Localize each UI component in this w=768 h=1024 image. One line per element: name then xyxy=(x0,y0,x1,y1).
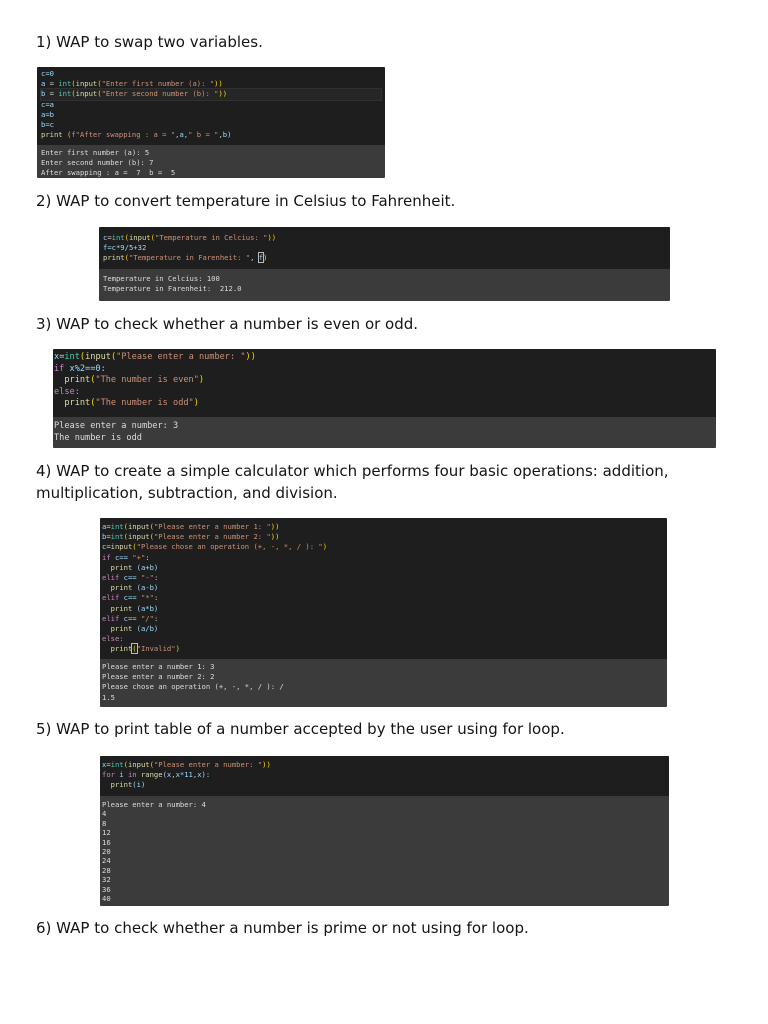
output-line: 28 xyxy=(102,865,111,875)
code-line: c=input("Please chose an operation (+, -, *, / ): ") xyxy=(102,542,328,552)
output-line: 8 xyxy=(102,818,107,828)
output-line: Temperature in Celcius: 100 xyxy=(103,274,220,283)
code-line: x=int(input("Please enter a number: ")) xyxy=(102,760,271,769)
output-line: 32 xyxy=(102,875,111,885)
output-console xyxy=(99,269,670,301)
code-line: print (a+b) xyxy=(102,562,159,572)
code-screenshot-table xyxy=(100,756,669,906)
code-line: print (a/b) xyxy=(102,623,159,633)
code-screenshot-temperature xyxy=(99,227,670,301)
output-console xyxy=(100,796,669,906)
output-line: 20 xyxy=(102,846,111,856)
code-line: print("Temperature in Farenheit: ", f) xyxy=(103,253,268,263)
output-line: 12 xyxy=(102,828,111,838)
code-editor xyxy=(99,227,670,269)
code-line: print (f"After swapping : a = ",a," b = ",b) xyxy=(41,130,232,140)
code-line: b=int(input("Please enter a number 2: ")) xyxy=(102,532,280,542)
code-line: b=c xyxy=(41,119,54,129)
code-line: b = int(input("Enter second number (b): ")) xyxy=(41,89,381,99)
output-line: 40 xyxy=(102,893,111,903)
code-screenshot-even-odd xyxy=(53,349,716,448)
output-line: 16 xyxy=(102,837,111,847)
code-editor xyxy=(53,349,716,417)
question-3-heading: 3) WAP to check whether a number is even or odd. xyxy=(36,315,419,333)
output-line: Please chose an operation (+, -, *, / ): / xyxy=(102,682,284,692)
code-line: if x%2==0: xyxy=(54,363,106,374)
output-line: Please enter a number 2: 2 xyxy=(102,672,215,682)
output-line: Please enter a number: 4 xyxy=(102,800,206,809)
output-line: 24 xyxy=(102,856,111,866)
code-line: if c== "+": xyxy=(102,552,150,562)
output-line: Please enter a number 1: 3 xyxy=(102,662,215,671)
code-line: print(i) xyxy=(102,780,146,790)
code-editor xyxy=(100,756,669,796)
code-line: f=c*9/5+32 xyxy=(103,243,147,253)
output-line: Enter first number (a): 5 xyxy=(41,148,150,157)
code-line: a=int(input("Please enter a number 1: ")) xyxy=(102,522,280,531)
output-line: Temperature in Farenheit: 212.0 xyxy=(103,284,242,294)
question-4-heading: 4) WAP to create a simple calculator which performs four basic operations: addition, multiplication, subtraction, and division. xyxy=(36,462,669,502)
code-editor xyxy=(100,518,667,659)
code-screenshot-calculator xyxy=(100,518,667,707)
code-line: print (a-b) xyxy=(102,583,159,593)
output-line: 1.5 xyxy=(102,692,115,702)
code-line: a = int(input("Enter first number (a): ")) xyxy=(41,79,223,89)
output-console xyxy=(100,659,667,707)
question-2-heading: 2) WAP to convert temperature in Celsius to Fahrenheit. xyxy=(36,192,456,210)
code-line: print("The number is even") xyxy=(54,375,205,386)
code-line: c=0 xyxy=(41,69,54,78)
code-line: c=int(input("Temperature in Celcius: ")) xyxy=(103,233,277,242)
question-5-heading: 5) WAP to print table of a number accepted by the user using for loop. xyxy=(36,720,565,738)
code-line: print("The number is odd") xyxy=(54,398,199,409)
code-line: a=b xyxy=(41,109,54,119)
code-line: print("Invalid") xyxy=(102,644,180,654)
code-line: else: xyxy=(102,634,124,644)
output-line: The number is odd xyxy=(54,432,142,443)
output-line: 4 xyxy=(102,809,107,819)
code-screenshot-swap xyxy=(37,67,385,178)
question-6-heading: 6) WAP to check whether a number is prime or not using for loop. xyxy=(36,919,529,937)
output-line: 36 xyxy=(102,884,111,894)
code-line: elif c== "*": xyxy=(102,593,159,603)
code-line: c=a xyxy=(41,99,54,109)
output-console xyxy=(37,145,385,178)
output-line: Enter second number (b): 7 xyxy=(41,158,154,168)
output-line: Please enter a number: 3 xyxy=(54,421,179,431)
code-line: elif c== "/": xyxy=(102,613,159,623)
code-line: print (a*b) xyxy=(102,603,159,613)
question-1-heading: 1) WAP to swap two variables. xyxy=(36,33,263,51)
code-line: else: xyxy=(54,386,80,397)
output-line: After swapping : a = 7 b = 5 xyxy=(41,168,176,178)
output-console xyxy=(53,417,716,448)
code-line: for i in range(x,x*11,x): xyxy=(102,770,211,780)
code-line: x=int(input("Please enter a number: ")) xyxy=(54,352,256,362)
code-editor xyxy=(37,67,385,145)
code-line: elif c== "-": xyxy=(102,572,159,582)
